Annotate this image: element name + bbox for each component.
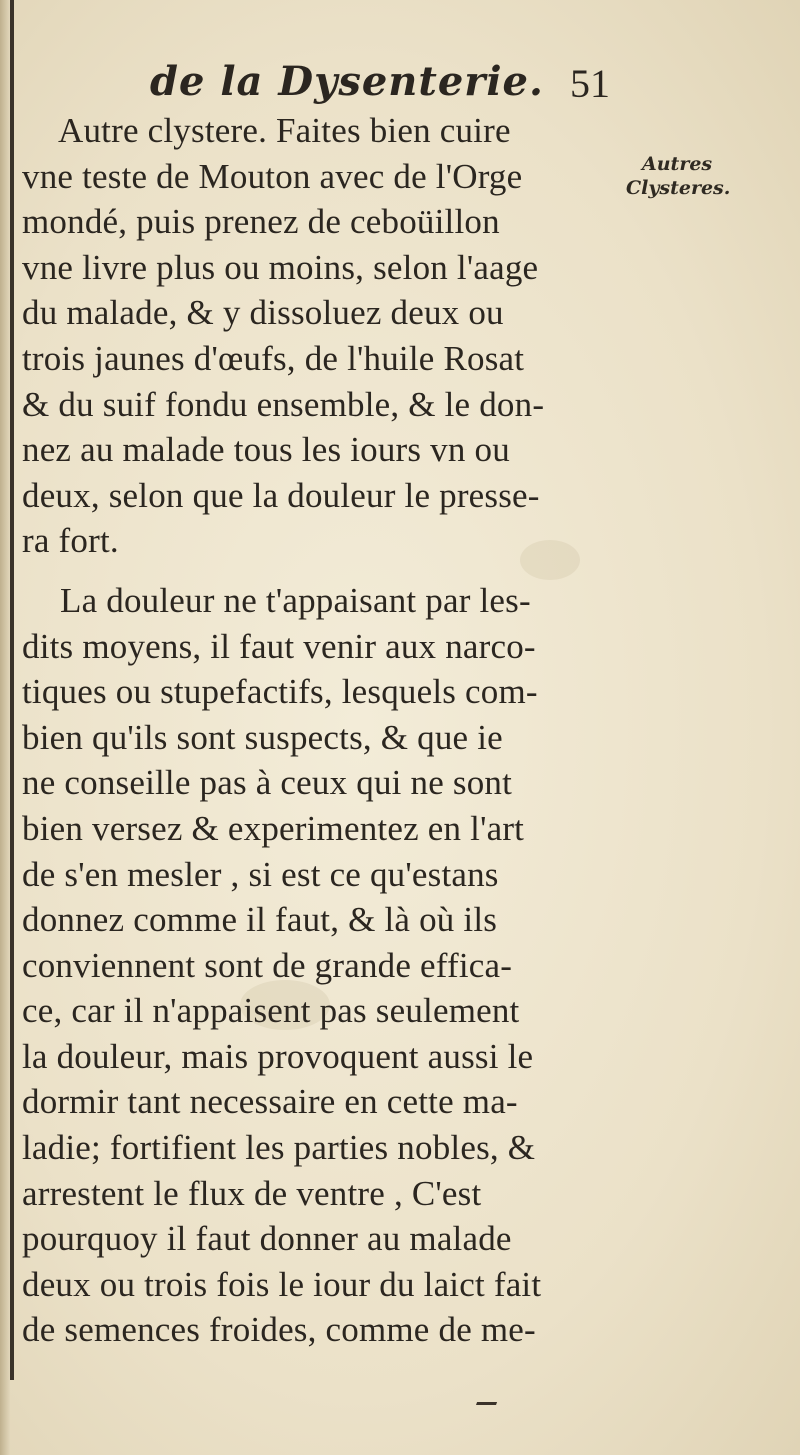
text-line: ra fort.	[22, 521, 119, 561]
text-line: ce, car il n'appaisent pas seulement	[22, 991, 520, 1031]
binding-edge	[10, 0, 14, 1380]
text-line: vne teste de Mouton avec de l'Orge	[22, 156, 523, 196]
text-line: mondé, puis prenez de ceboüillon	[22, 202, 500, 242]
text-line: de semences froides, comme de me-	[22, 1310, 536, 1350]
text-line: dits moyens, il faut venir aux narco-	[22, 626, 536, 666]
margin-note	[626, 152, 776, 200]
text-line: conviennent sont de grande effica-	[22, 945, 513, 985]
page-header	[150, 58, 610, 108]
text-line: Autre clystere. Faites bien cuire	[58, 111, 511, 150]
text-line: deux ou trois fois le iour du laict fait	[22, 1264, 542, 1304]
text-line: ne conseille pas à ceux qui ne sont	[22, 763, 513, 803]
text-line: & du suif fondu ensemble, & le don-	[22, 384, 545, 424]
margin-note-line: Clysteres.	[626, 177, 731, 199]
text-line: du malade, & y dissoluez deux ou	[22, 293, 504, 333]
text-line: arrestent le flux de ventre , C'est	[22, 1173, 482, 1213]
text-line: pourquoy il faut donner au malade	[22, 1219, 512, 1259]
text-line: La douleur ne t'appaisant par les-	[60, 580, 531, 620]
running-title: de la Dysenterie.	[150, 58, 544, 105]
text-line: la douleur, mais provoquent aussi le	[22, 1036, 534, 1076]
text-line: bien qu'ils sont suspects, & que ie	[22, 717, 503, 757]
text-line: vne livre plus ou moins, selon l'aage	[22, 247, 539, 287]
text-line: deux, selon que la douleur le presse-	[22, 475, 540, 515]
text-line: trois jaunes d'œufs, de l'huile Rosat	[22, 338, 525, 378]
text-line: dormir tant necessaire en cette ma-	[22, 1082, 518, 1122]
text-line: bien versez & experimentez en l'art	[22, 808, 525, 848]
paragraph-gap	[22, 564, 614, 578]
page-gutter	[0, 0, 10, 1455]
text-line: nez au malade tous les iours vn ou	[22, 430, 510, 470]
text-line: ladie; fortifient les parties nobles, &	[22, 1128, 536, 1168]
text-line: donnez comme il faut, & là où ils	[22, 900, 498, 940]
text-line: de s'en mesler , si est ce qu'estans	[22, 854, 499, 894]
page-number: 51	[570, 61, 610, 106]
printer-mark	[476, 1394, 500, 1405]
text-line: tiques ou stupefactifs, lesquels com-	[22, 672, 538, 712]
body-text	[22, 108, 614, 1353]
margin-note-line: Autres	[642, 153, 713, 175]
